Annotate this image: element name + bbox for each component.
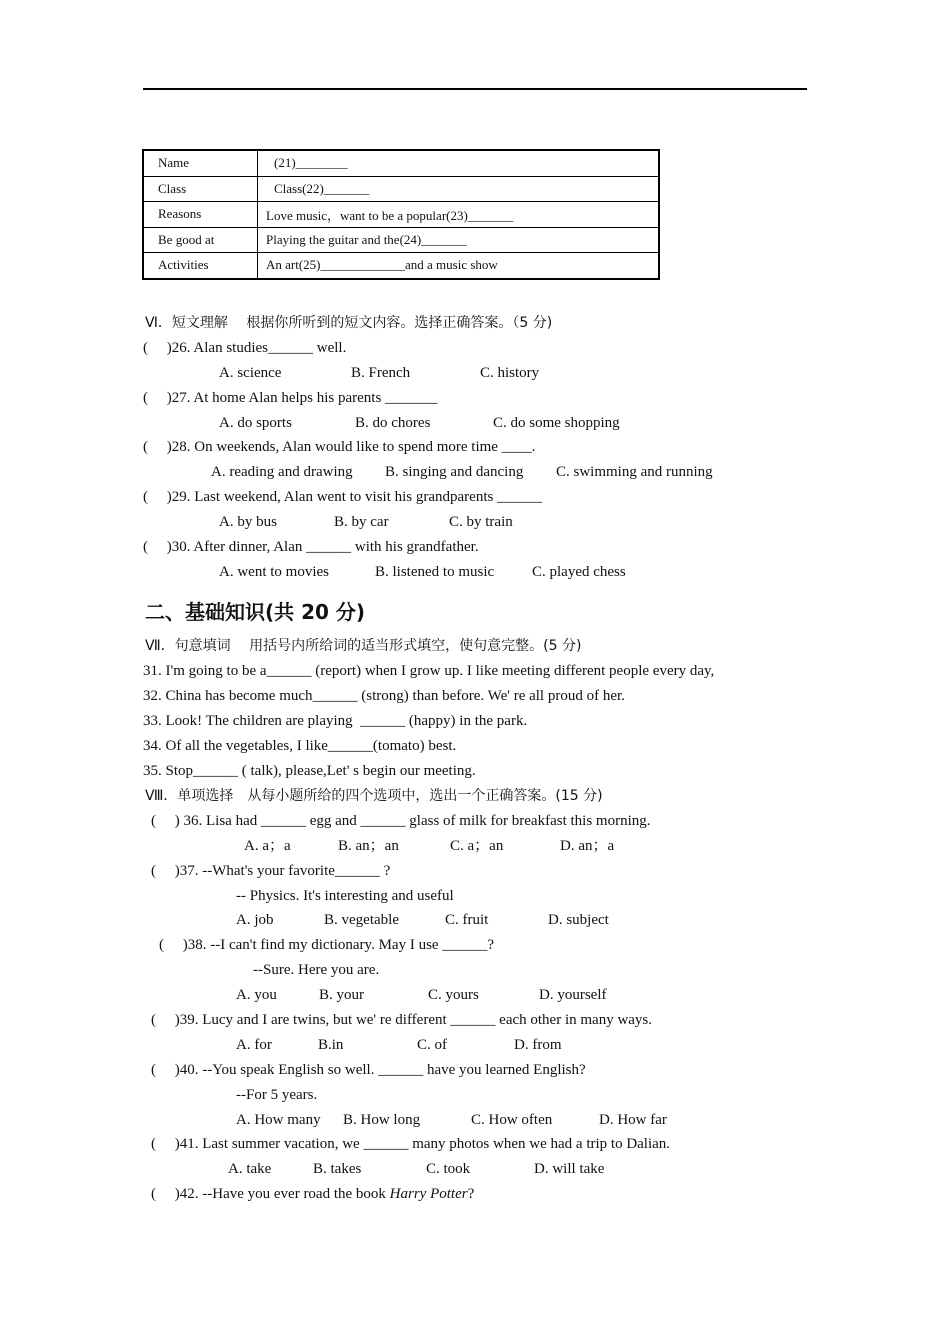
question-31: 31. I'm going to be a______ (report) when I grow up. I like meeting different people every day, bbox=[143, 663, 715, 679]
table-value: (21)________ bbox=[258, 150, 660, 176]
option: B. singing and dancing bbox=[385, 464, 524, 480]
option: B. takes bbox=[313, 1161, 362, 1177]
table-key: Reasons bbox=[143, 202, 258, 228]
option: D. subject bbox=[548, 912, 609, 928]
question-30: ( )30. After dinner, Alan ______ with his grandfather. bbox=[143, 539, 479, 555]
option: C. How often bbox=[471, 1112, 553, 1128]
table-row bbox=[143, 176, 659, 202]
option: B. do chores bbox=[355, 415, 431, 431]
table-row bbox=[143, 150, 659, 176]
table-key: Class bbox=[143, 176, 258, 202]
part2-title: 二、基础知识(共 20 分) bbox=[145, 600, 366, 624]
option: A. take bbox=[228, 1161, 272, 1177]
option: A. do sports bbox=[219, 415, 292, 431]
option: B. listened to music bbox=[375, 564, 495, 580]
option: B. an；an bbox=[338, 838, 399, 854]
option: A. you bbox=[236, 987, 277, 1003]
table-key: Activities bbox=[143, 253, 258, 279]
question-42-text: ( )42. --Have you ever road the book bbox=[151, 1186, 390, 1202]
question-36: ( ) 36. Lisa had ______ egg and ______ glass of milk for breakfast this morning. bbox=[151, 813, 651, 829]
option: B. by car bbox=[334, 514, 389, 530]
question-26: ( )26. Alan studies______ well. bbox=[143, 340, 347, 356]
option: B. your bbox=[319, 987, 364, 1003]
info-table bbox=[142, 149, 660, 280]
option: C. history bbox=[480, 365, 540, 381]
option: A. job bbox=[236, 912, 274, 928]
question-28: ( )28. On weekends, Alan would like to spend more time ____. bbox=[143, 439, 536, 455]
option: B. vegetable bbox=[324, 912, 399, 928]
question-40: ( )40. --You speak English so well. ______ have you learned English? bbox=[151, 1062, 586, 1078]
section6-title: Ⅵ．短文理解 根据你所听到的短文内容。选择正确答案。（5 分) bbox=[145, 315, 553, 331]
option: C. do some shopping bbox=[493, 415, 620, 431]
question-29: ( )29. Last weekend, Alan went to visit his grandparents ______ bbox=[143, 489, 543, 505]
table-value: Playing the guitar and the(24)_______ bbox=[258, 227, 660, 253]
question-27: ( )27. At home Alan helps his parents _______ bbox=[143, 390, 438, 406]
question-38: ( )38. --I can't find my dictionary. May I use ______? bbox=[159, 937, 494, 953]
section8-title: Ⅷ．单项选择 从每小题所给的四个选项中，选出一个正确答案。(15 分) bbox=[145, 788, 603, 804]
table-value: Love music，want to be a popular(23)_______ bbox=[258, 202, 660, 228]
option: C. of bbox=[417, 1037, 447, 1053]
table-value: An art(25)_____________and a music show bbox=[258, 253, 660, 279]
option: D. will take bbox=[534, 1161, 605, 1177]
option: A. How many bbox=[236, 1112, 321, 1128]
option: C. fruit bbox=[445, 912, 489, 928]
option: B. How long bbox=[343, 1112, 421, 1128]
option: C. played chess bbox=[532, 564, 626, 580]
table-key: Name bbox=[143, 150, 258, 176]
question-32: 32. China has become much______ (strong) than before. We' re all proud of her. bbox=[143, 688, 625, 704]
option: A. reading and drawing bbox=[211, 464, 353, 480]
answer-line: -- Physics. It's interesting and useful bbox=[236, 888, 454, 904]
question-35: 35. Stop______ ( talk), please,Let' s begin our meeting. bbox=[143, 763, 476, 779]
option: A. for bbox=[236, 1037, 272, 1053]
section7-title: Ⅶ．句意填词 用括号内所给词的适当形式填空，使句意完整。(5 分) bbox=[145, 638, 582, 654]
question-37: ( )37. --What's your favorite______ ? bbox=[151, 863, 391, 879]
question-39: ( )39. Lucy and I are twins, but we' re different ______ each other in many ways. bbox=[151, 1012, 653, 1028]
option: B. French bbox=[351, 365, 411, 381]
table-value: Class(22)_______ bbox=[258, 176, 660, 202]
option: D. an；a bbox=[560, 838, 615, 854]
option: D. from bbox=[514, 1037, 562, 1053]
question-42 bbox=[151, 1184, 474, 1204]
option: C. yours bbox=[428, 987, 479, 1003]
option: D. yourself bbox=[539, 987, 607, 1003]
book-title: Harry Potter bbox=[389, 1186, 468, 1202]
question-42-end: ? bbox=[467, 1186, 475, 1202]
table-row bbox=[143, 227, 659, 253]
option: B.in bbox=[318, 1037, 344, 1053]
table-key: Be good at bbox=[143, 227, 258, 253]
option: A. went to movies bbox=[219, 564, 329, 580]
option: C. swimming and running bbox=[556, 464, 713, 480]
option: C. took bbox=[426, 1161, 471, 1177]
option: A. a；a bbox=[244, 838, 291, 854]
option: D. How far bbox=[599, 1112, 667, 1128]
answer-line: --Sure. Here you are. bbox=[253, 962, 380, 978]
header-rule bbox=[143, 88, 807, 90]
question-34: 34. Of all the vegetables, I like______(tomato) best. bbox=[143, 738, 457, 754]
question-33: 33. Look! The children are playing ______ (happy) in the park. bbox=[143, 713, 528, 729]
table-row bbox=[143, 253, 659, 279]
option: A. by bus bbox=[219, 514, 277, 530]
option: C. a；an bbox=[450, 838, 504, 854]
answer-line: --For 5 years. bbox=[236, 1087, 318, 1103]
table-row bbox=[143, 202, 659, 228]
option: C. by train bbox=[449, 514, 513, 530]
option: A. science bbox=[219, 365, 282, 381]
question-41: ( )41. Last summer vacation, we ______ many photos when we had a trip to Dalian. bbox=[151, 1136, 671, 1152]
